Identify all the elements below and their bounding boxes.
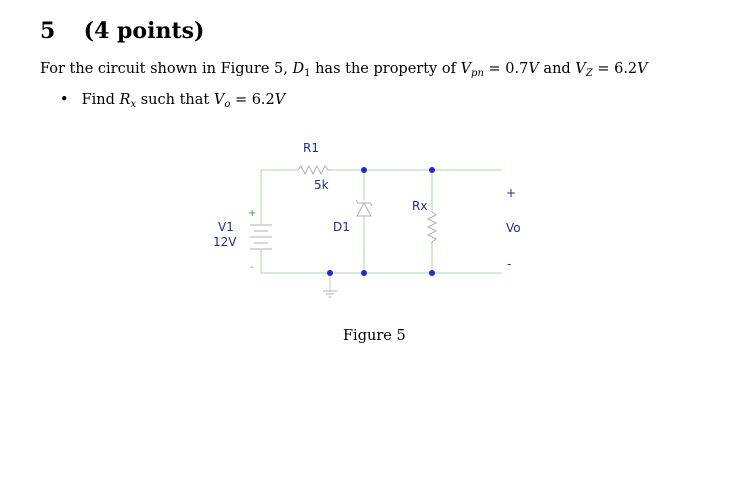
output-minus-sign: - bbox=[507, 257, 512, 271]
d1-triangle bbox=[357, 203, 371, 216]
output-vo-label: Vo bbox=[506, 221, 521, 235]
rx-symbol: R bbox=[119, 92, 131, 108]
vz-subscript-text: Z bbox=[585, 68, 593, 79]
node-top-rx bbox=[429, 167, 435, 173]
node-bottom-rx bbox=[429, 270, 435, 276]
rx-resistor bbox=[428, 212, 436, 244]
d1-zener-diode bbox=[356, 200, 372, 216]
rx-label: Rx bbox=[412, 199, 428, 213]
wires bbox=[261, 170, 502, 291]
statement-property: has the property of bbox=[315, 61, 456, 77]
v1-plus-sign: + bbox=[248, 208, 257, 219]
statement-and: and bbox=[543, 61, 571, 77]
vpn-subscript-text: pn bbox=[471, 68, 484, 79]
d1-label: D1 bbox=[333, 220, 350, 234]
vpn-symbol: V bbox=[460, 61, 472, 77]
vz-symbol: V bbox=[575, 61, 586, 77]
d1-cathode-bar bbox=[356, 200, 372, 206]
vz-value: = 6.2 bbox=[597, 61, 638, 77]
r1-label: R1 bbox=[303, 141, 319, 155]
vo-symbol: V bbox=[213, 92, 225, 108]
v1-minus-sign: - bbox=[250, 262, 254, 273]
vpn-unit: V bbox=[528, 61, 539, 77]
ground-icon bbox=[323, 291, 337, 297]
statement-intro: For the circuit shown in Figure 5, bbox=[40, 61, 288, 77]
v1-label: V1 bbox=[218, 220, 234, 234]
figure-caption: Figure 5 bbox=[343, 328, 406, 344]
diode-symbol: D bbox=[292, 61, 305, 77]
v1-value: 12V bbox=[213, 235, 237, 249]
r1-resistor bbox=[298, 166, 330, 174]
output-plus-sign: + bbox=[506, 186, 517, 200]
vo-value: = 6.2 bbox=[234, 92, 275, 108]
task-find: Find bbox=[81, 92, 115, 108]
node-top-d1 bbox=[361, 167, 367, 173]
problem-points: (4 points) bbox=[83, 18, 205, 44]
vpn-value: = 0.7 bbox=[488, 61, 529, 77]
vo-unit: V bbox=[274, 92, 286, 108]
vo-subscript-text: o bbox=[224, 99, 231, 110]
task-such-that: such that bbox=[140, 92, 210, 108]
vz-unit: V bbox=[637, 61, 648, 77]
v1-battery bbox=[250, 225, 272, 249]
node-bottom-d1 bbox=[361, 270, 367, 276]
bullet-dot: • bbox=[60, 92, 69, 108]
problem-number: 5 bbox=[40, 18, 56, 44]
r1-value: 5k bbox=[314, 178, 329, 192]
diode-subscript: 1 bbox=[304, 68, 311, 79]
node-bottom-ground bbox=[327, 270, 333, 276]
rx-subscript-text: x bbox=[130, 99, 137, 110]
